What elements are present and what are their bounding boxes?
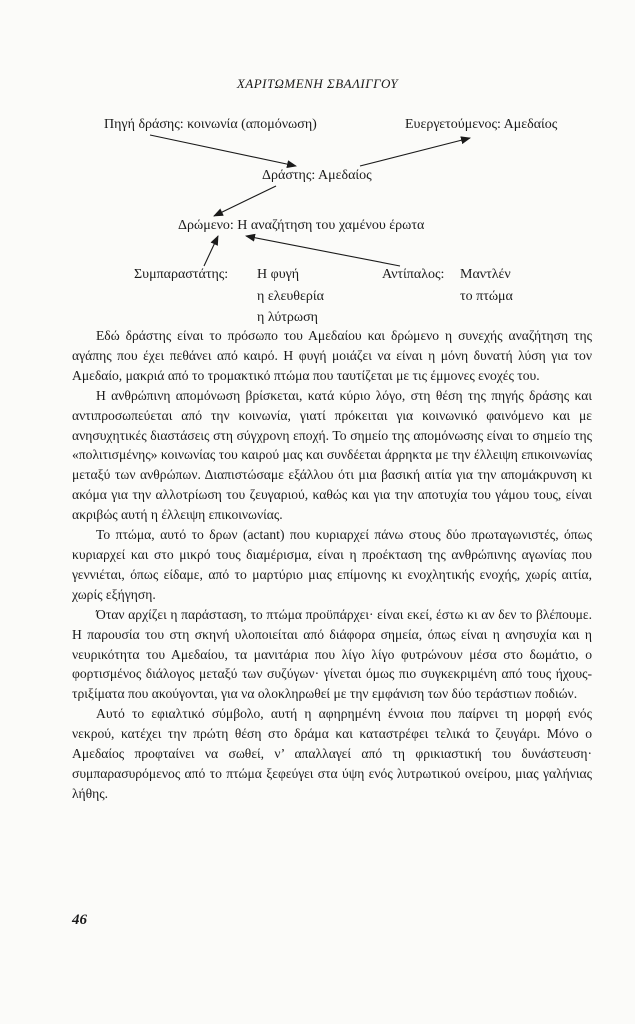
arrow-helper-to-object: [204, 236, 218, 266]
arrow-subject-to-object: [214, 186, 276, 216]
paragraph-5: Αυτό το εφιαλτικό σύμβολο, αυτή η αφηρημένη έννοια που παίρνει τη μορφή ενός νεκρού, κατέχει την πρώτη θέση στο δράμα και καταστρέφει τελικά το ζευγάρι. Μόνο ο Αμεδαίος προφταίνει να σωθεί, ν’ απαλλαγεί από τη φρικιαστική του δυνάστευση· συμπαρασυρόμενος από το πτώμα ξεφεύγει στα ύψη ενός λυτρωτικού ονείρου, μιας γαλήνιας λήθης.: [72, 706, 592, 801]
page-number: 46: [72, 912, 87, 928]
diagram-helper-1: Η φυγή: [257, 267, 300, 282]
arrow-source-to-subject: [150, 135, 296, 166]
diagram-helper-2: η ελευθερία: [257, 289, 324, 304]
diagram-beneficiary: Ευεργετούμενος: Αμεδαίος: [405, 117, 558, 132]
arrow-subject-to-beneficiary: [360, 138, 470, 166]
body-text: [72, 326, 592, 804]
running-header: ΧΑΡΙΤΩΜΕΝΗ ΣΒΑΛΙΓΓΟΥ: [236, 76, 399, 91]
paragraph-3: Το πτώμα, αυτό το δρων (actant) που κυριαρχεί πάνω στους δύο πρωταγωνιστές, όπως κυριαρχεί και στο μικρό τους διαμέρισμα, είναι η προέκταση της ανθρώπινης αγωνίας που γεννιέται, όπως είδαμε, από το μαρτύριο μιας επίμονης κι ενοχλητικής ενοχής, χωρίς αιτία, χωρίς εξήγηση.: [72, 527, 592, 602]
paragraph-4: Όταν αρχίζει η παράσταση, το πτώμα προϋπάρχει· είναι εκεί, έστω κι αν δεν το βλέπουμε. Η παρουσία του στη σκηνή υλοποιείται από διάφορα σημεία, όπως είναι η ανησυχία και η νευρικότητα του Αμεδαίου, τα μανιτάρια που λίγο λίγο φυτρώνουν μέσα στο δωμάτιο, ο φορτισμένος διάλογος μεταξύ των συζύγων· γίνεται όμως πιο συγκεκριμένη από τους ήχους-τριξίματα που ακούγονται, για να ολοκληρωθεί με την εμφάνιση των δύο τεράστιων ποδιών.: [72, 606, 592, 702]
diagram-helper-3: η λύτρωση: [257, 310, 318, 325]
diagram-source: Πηγή δράσης: κοινωνία (απομόνωση): [104, 117, 317, 132]
arrow-opponent-to-object: [246, 236, 400, 266]
diagram-subject: Δράστης: Αμεδαίος: [262, 168, 372, 183]
paragraph-1: Εδώ δράστης είναι το πρόσωπο του Αμεδαίου και δρώμενο η συνεχής αναζήτηση της αγάπης που έχει πεθάνει από καιρό. Η φυγή μοιάζει να είναι η μόνη δυνατή λύση για τον Αμεδαίο, μακριά από το τρομακτικό πτώμα που ταυτίζεται με τις έμμονες ενοχές του.: [72, 328, 592, 383]
diagram-opponent-1: Μαντλέν: [460, 267, 511, 282]
diagram-opponent-2: το πτώμα: [460, 289, 513, 304]
paragraph-2: Η ανθρώπινη απομόνωση βρίσκεται, κατά κύριο λόγο, στη θέση της πηγής δράσης και αντιπροσωπεύεται από την κοινωνία, γιατί πρόκειται για κοινωνικό φαινόμενο και με ανησυχητικές διαστάσεις στη σύγχρονη εποχή. Το σημείο της απομόνωσης είναι το σημείο της «πολιτισμένης» κοινωνίας του καιρού μας και συνδέεται άρρηκτα με την έλλειψη επικοινωνίας μεταξύ των ανθρώπων. Διαπιστώσαμε εξάλλου ότι μια βασική αιτία για την απομάκρυνση κι ακόμα για την αλλοτρίωση του ζευγαριού, καθώς και για την αποτυχία του γάμου τους, είναι ακριβώς αυτή η έλλειψη επικοινωνίας.: [72, 387, 592, 523]
diagram-helper-label: Συμπαραστάτης:: [134, 267, 229, 282]
diagram-opponent-label: Αντίπαλος:: [382, 267, 445, 282]
diagram-object: Δρώμενο: Η αναζήτηση του χαμένου έρωτα: [178, 218, 425, 233]
